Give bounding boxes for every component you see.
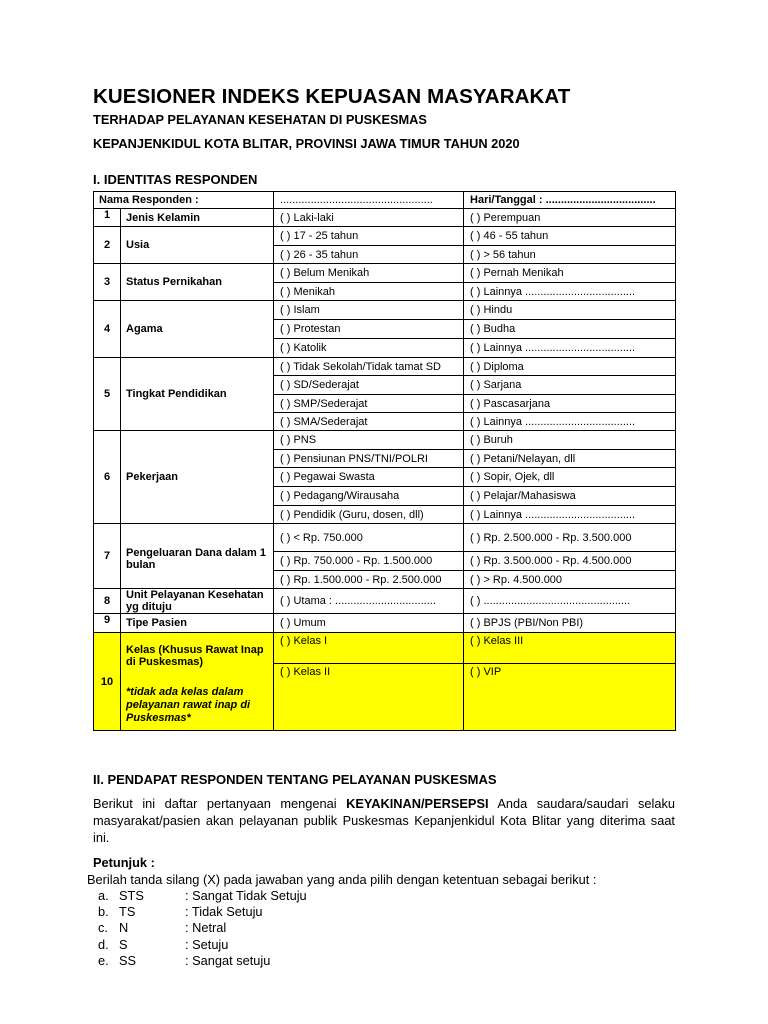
option-checkbox[interactable]: ( ) PNS	[274, 431, 464, 450]
row-label-text: Pengeluaran Dana dalam 1 bulan	[126, 547, 266, 571]
legend-item	[98, 904, 307, 920]
intro-paragraph	[93, 795, 675, 846]
table-row	[94, 633, 676, 664]
option-checkbox[interactable]: ( ) Lainnya ....................................	[464, 339, 676, 358]
option-checkbox[interactable]: ( ) Kelas I	[274, 633, 464, 664]
table-header-row	[94, 192, 676, 209]
option-checkbox[interactable]: ( ) 26 - 35 tahun	[274, 246, 464, 264]
option-checkbox[interactable]: ( ) Pedagang/Wirausaha	[274, 487, 464, 506]
option-checkbox[interactable]: ( ) 46 - 55 tahun	[464, 227, 676, 246]
legend-description: : Sangat setuju	[185, 952, 271, 968]
intro-text-bold: KEYAKINAN/PERSEPSI	[346, 796, 489, 811]
option-checkbox[interactable]: ( ) Lainnya ....................................	[464, 413, 676, 431]
row-label	[121, 264, 274, 301]
row-number: 3	[94, 264, 121, 301]
option-checkbox[interactable]: ( ) SMA/Sederajat	[274, 413, 464, 431]
intro-text-before: Berikut ini daftar pertanyaan mengenai	[93, 796, 347, 811]
row-label-text: Tipe Pasien	[126, 617, 187, 629]
option-checkbox[interactable]: ( ) Rp. 2.500.000 - Rp. 3.500.000	[464, 524, 676, 552]
option-checkbox[interactable]: ( ) Pegawai Swasta	[274, 468, 464, 487]
row-number: 6	[94, 431, 121, 524]
document-subtitle-1: TERHADAP PELAYANAN KESEHATAN DI PUSKESMAS	[93, 112, 427, 127]
legend-letter: a.	[98, 888, 109, 903]
option-checkbox[interactable]: ( ) Umum	[274, 614, 464, 633]
row-label	[121, 227, 274, 264]
option-checkbox[interactable]: ( ) BPJS (PBI/Non PBI)	[464, 614, 676, 633]
row-note: *tidak ada kelas dalam pelayanan rawat inap di Puskesmas*	[126, 686, 251, 724]
row-label	[121, 209, 274, 227]
legend-item	[98, 920, 307, 936]
option-checkbox[interactable]: ( ) Laki-laki	[274, 209, 464, 227]
legend-code: N	[119, 920, 129, 936]
row-label-text: Unit Pelayanan Kesehatan yg dituju	[126, 589, 264, 613]
legend-item	[98, 937, 307, 953]
option-checkbox[interactable]: ( ) Perempuan	[464, 209, 676, 227]
table-row	[94, 431, 676, 450]
document-subtitle-2: KEPANJENKIDUL KOTA BLITAR, PROVINSI JAWA TIMUR TAHUN 2020	[93, 136, 520, 151]
table-row	[94, 614, 676, 633]
option-checkbox[interactable]: ( ) Rp. 1.500.000 - Rp. 2.500.000	[274, 571, 464, 589]
row-label-text: Pekerjaan	[126, 471, 178, 483]
instructions-heading: Petunjuk :	[93, 855, 155, 870]
row-label	[121, 524, 274, 589]
legend-letter: e.	[98, 952, 109, 968]
row-label	[121, 358, 274, 431]
option-checkbox[interactable]: ( ) Buruh	[464, 431, 676, 450]
table-row	[94, 589, 676, 614]
intro-text-after: Anda saudara/saudari selaku masyarakat/pasien akan pelayanan publik Puskesmas Kepanjenkidul Kota Blitar yang diterima saat ini.	[93, 796, 676, 845]
option-checkbox[interactable]: ( ) SMP/Sederajat	[274, 395, 464, 413]
legend-letter: d.	[98, 936, 109, 952]
row-label-text: Agama	[126, 323, 163, 335]
option-checkbox[interactable]: ( ) ................................................	[464, 589, 676, 614]
section-2-heading: II. PENDAPAT RESPONDEN TENTANG PELAYANAN PUSKESMAS	[93, 772, 497, 787]
option-checkbox[interactable]: ( ) 17 - 25 tahun	[274, 227, 464, 246]
document-title: KUESIONER INDEKS KEPUASAN MASYARAKAT	[93, 85, 571, 108]
legend-code: SS	[119, 952, 137, 968]
row-number: 8	[94, 589, 121, 614]
row-label	[121, 633, 274, 731]
option-checkbox[interactable]: ( ) > 56 tahun	[464, 246, 676, 264]
option-checkbox[interactable]: ( ) Belum Menikah	[274, 264, 464, 283]
legend-description: : Setuju	[185, 936, 229, 952]
option-checkbox[interactable]: ( ) Utama : .................................	[274, 589, 464, 614]
option-checkbox[interactable]: ( ) Kelas II	[274, 664, 464, 731]
option-checkbox[interactable]: ( ) Pascasarjana	[464, 395, 676, 413]
respondent-name-label: Nama Responden :	[94, 192, 274, 209]
option-checkbox[interactable]: ( ) Pensiunan PNS/TNI/POLRI	[274, 450, 464, 468]
option-checkbox[interactable]: ( ) Lainnya ....................................	[464, 283, 676, 301]
row-label-text: Tingkat Pendidikan	[126, 388, 227, 400]
option-checkbox[interactable]: ( ) Islam	[274, 301, 464, 320]
row-number: 9	[94, 614, 121, 633]
option-checkbox[interactable]: ( ) > Rp. 4.500.000	[464, 571, 676, 589]
row-label-text: Status Pernikahan	[126, 276, 222, 288]
legend-item	[98, 888, 307, 904]
row-label-text: Jenis Kelamin	[126, 211, 200, 224]
table-row	[94, 227, 676, 246]
option-checkbox[interactable]: ( ) < Rp. 750.000	[274, 524, 464, 552]
legend-description: : Tidak Setuju	[185, 904, 263, 920]
option-checkbox[interactable]: ( ) Tidak Sekolah/Tidak tamat SD	[274, 358, 464, 376]
row-label-text: Kelas (Khusus Rawat Inap di Puskesmas)	[126, 644, 264, 668]
row-label	[121, 589, 274, 614]
option-checkbox[interactable]: ( ) Kelas III	[464, 633, 676, 664]
option-checkbox[interactable]: ( ) Rp. 750.000 - Rp. 1.500.000	[274, 552, 464, 571]
scale-legend	[98, 888, 307, 969]
option-checkbox[interactable]: ( ) Menikah	[274, 283, 464, 301]
legend-letter: c.	[98, 920, 108, 936]
legend-letter: b.	[98, 904, 109, 920]
table-row	[94, 358, 676, 376]
instructions-text: Berilah tanda silang (X) pada jawaban yang anda pilih dengan ketentuan sebagai berikut :	[87, 872, 597, 887]
option-checkbox[interactable]: ( ) Rp. 3.500.000 - Rp. 4.500.000	[464, 552, 676, 571]
table-row	[94, 264, 676, 283]
option-checkbox[interactable]: ( ) Budha	[464, 320, 676, 339]
row-number: 1	[94, 209, 121, 227]
option-checkbox[interactable]: ( ) Protestan	[274, 320, 464, 339]
option-checkbox[interactable]: ( ) Lainnya ....................................	[464, 506, 676, 524]
option-checkbox[interactable]: ( ) Katolik	[274, 339, 464, 358]
row-number: 2	[94, 227, 121, 264]
option-checkbox[interactable]: ( ) Diploma	[464, 358, 676, 376]
row-label	[121, 301, 274, 358]
row-number: 7	[94, 524, 121, 589]
row-label-text: Usia	[126, 239, 150, 251]
respondent-name-field[interactable]: ..................................................	[274, 192, 464, 209]
option-checkbox[interactable]: ( ) Pernah Menikah	[464, 264, 676, 283]
legend-code: S	[119, 936, 128, 952]
date-field[interactable]: Hari/Tanggal : ....................................	[464, 192, 676, 209]
legend-item	[98, 953, 307, 969]
legend-description: : Netral	[185, 920, 227, 936]
option-checkbox[interactable]: ( ) SD/Sederajat	[274, 376, 464, 395]
option-checkbox[interactable]: ( ) Pendidik (Guru, dosen, dll)	[274, 506, 464, 524]
option-checkbox[interactable]: ( ) Hindu	[464, 301, 676, 320]
table-row	[94, 209, 676, 227]
row-label	[121, 614, 274, 633]
row-label	[121, 431, 274, 524]
option-checkbox[interactable]: ( ) Petani/Nelayan, dll	[464, 450, 676, 468]
table-row	[94, 301, 676, 320]
row-number: 4	[94, 301, 121, 358]
row-number: 5	[94, 358, 121, 431]
legend-code: TS	[119, 904, 136, 920]
option-checkbox[interactable]: ( ) VIP	[464, 664, 676, 731]
option-checkbox[interactable]: ( ) Sarjana	[464, 376, 676, 395]
option-checkbox[interactable]: ( ) Pelajar/Mahasiswa	[464, 487, 676, 506]
legend-code: STS	[119, 888, 144, 903]
option-checkbox[interactable]: ( ) Sopir, Ojek, dll	[464, 468, 676, 487]
identity-table	[93, 191, 676, 731]
legend-description: : Sangat Tidak Setuju	[185, 888, 307, 903]
table-row	[94, 524, 676, 552]
row-number: 10	[94, 633, 121, 731]
section-1-heading: I. IDENTITAS RESPONDEN	[93, 172, 258, 187]
